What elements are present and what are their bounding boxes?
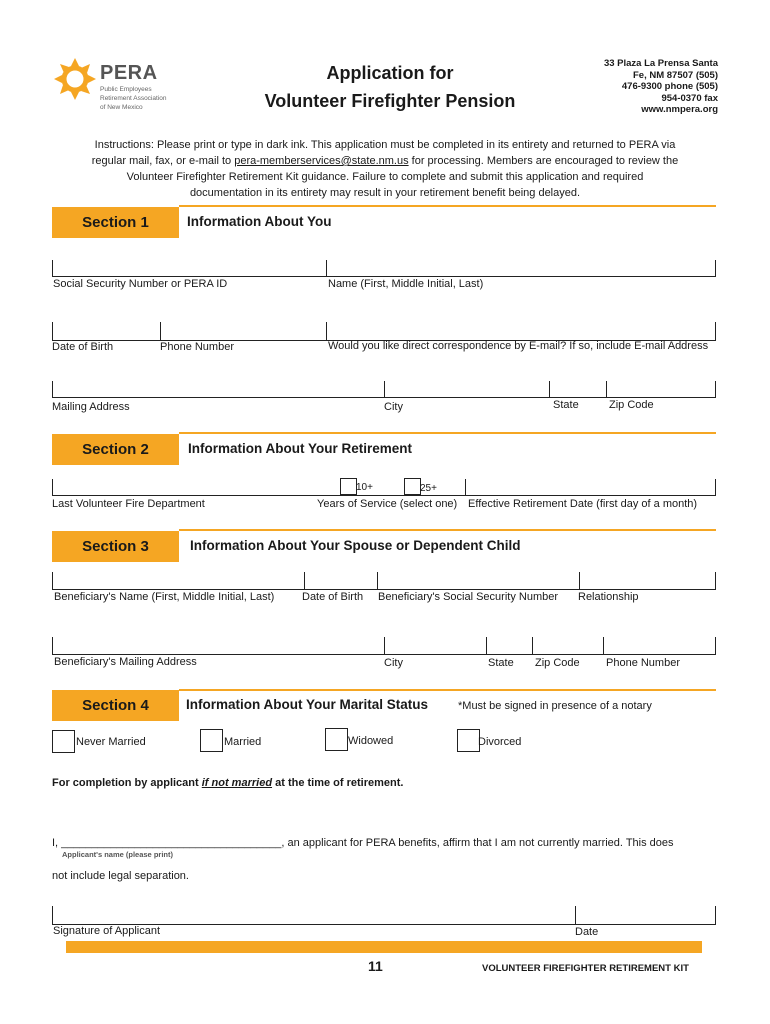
never-married-checkbox[interactable] [52,730,75,753]
field-tick [52,906,53,924]
years-25-checkbox[interactable] [404,478,421,495]
divorced-label: Divorced [478,736,522,748]
married-label: Married [224,736,262,748]
affirmation-text: I, ____________________________________, an applicant for PERA benefits, affirm that I am not currently married. This does [52,837,674,849]
instructions-text: regular mail, fax, or e-mail to [91,155,235,167]
signature-date-label: Date [575,926,599,938]
field-line [52,276,716,277]
field-tick [715,322,716,340]
section2-title: Information About Your Retirement [188,441,413,456]
field-tick [715,260,716,276]
section1-rule [179,205,716,207]
field-tick [606,381,607,397]
beneficiary-ssn-label: Beneficiary's Social Security Number [378,591,559,603]
beneficiary-zip-label: Zip Code [535,657,580,669]
field-tick [52,322,53,340]
instructions-line3: Volunteer Firefighter Retirement Kit guidance. Failure to complete and submit this application and required [126,171,644,183]
notary-note: *Must be signed in presence of a notary [458,700,652,712]
ssn-label: Social Security Number or PERA ID [53,278,228,290]
address-line: Fe, NM 87507 (505) [632,69,718,81]
address-line: 33 Plaza La Prensa Santa [603,58,718,69]
completion-emphasis: if not married [201,777,273,789]
address-line: www.nmpera.org [641,104,718,115]
instructions-line1: Instructions: Please print or type in dark ink. This application must be completed in its entirety and returned to PERA via [94,139,676,151]
state-label: State [553,399,579,411]
field-tick [575,906,576,924]
years-10-label: 10+ [356,482,373,493]
footer-kit-title: VOLUNTEER FIREFIGHTER RETIREMENT KIT [482,963,689,974]
instructions-line2 [40,153,730,169]
divorced-checkbox[interactable] [457,729,480,752]
field-tick [715,906,716,924]
field-tick [486,637,487,654]
beneficiary-state-label: State [488,657,514,669]
beneficiary-phone-label: Phone Number [606,657,680,669]
instructions-line4: documentation in its entirety may result in your retirement benefit being delayed. [189,187,581,199]
mailing-label: Mailing Address [52,401,130,413]
logo-subtitle-3: of New Mexico [100,104,143,111]
field-tick [326,260,327,276]
field-tick [715,381,716,397]
field-line [52,589,716,590]
instructions-text: for processing. Members are encouraged to review the [408,155,679,167]
effective-date-label: Effective Retirement Date (first day of a month) [468,498,698,510]
logo-subtitle-2: Retirement Association [100,95,167,102]
field-tick [603,637,604,654]
instructions [40,137,730,201]
section4-tab: Section 4 [52,690,179,721]
field-line [52,654,716,655]
phone-label: Phone Number [160,341,234,353]
email-label: Would you like direct correspondence by E-mail? If so, include E-mail Address [328,340,709,352]
pera-logo [52,52,182,122]
pera-sun-icon [52,56,98,102]
footer-bar [66,941,702,953]
field-tick [326,322,327,340]
logo-subtitle-1: Public Employees [100,86,152,93]
completion-text: For completion by applicant [52,777,202,789]
field-tick [52,260,53,276]
years-label: Years of Service (select one) [317,498,458,510]
beneficiary-mailing-label: Beneficiary's Mailing Address [54,656,197,668]
signature-label: Signature of Applicant [53,925,161,937]
field-tick [465,479,466,495]
section1-title: Information About You [187,214,332,229]
years-10-checkbox[interactable] [340,478,357,495]
field-tick [377,572,378,589]
page-number: 11 [368,958,383,974]
name-label: Name (First, Middle Initial, Last) [328,278,484,290]
beneficiary-city-label: City [384,657,403,669]
dob-label: Date of Birth [52,341,114,353]
section4-rule [179,689,716,691]
field-tick [52,572,53,589]
completion-text: at the time of retirement. [272,777,404,789]
widowed-checkbox[interactable] [325,728,348,751]
never-married-label: Never Married [76,736,146,748]
section3-rule [179,529,716,531]
field-tick [384,381,385,397]
widowed-label: Widowed [348,735,394,747]
field-tick [160,322,161,340]
field-line [52,495,716,496]
field-tick [532,637,533,654]
field-tick [52,479,53,495]
section1-tab: Section 1 [52,207,179,238]
address-line: 476-9300 phone (505) [621,81,718,92]
beneficiary-dob-label: Date of Birth [302,591,364,603]
married-checkbox[interactable] [200,729,223,752]
form-title-line2: Volunteer Firefighter Pension [264,91,516,111]
section4-title: Information About Your Marital Status [186,697,429,712]
field-tick [384,637,385,654]
completion-note [52,777,403,789]
section3-tab: Section 3 [52,531,179,562]
field-tick [549,381,550,397]
field-tick [304,572,305,589]
field-tick [579,572,580,589]
field-tick [715,479,716,495]
address-line: 954-0370 fax [661,92,718,104]
relationship-label: Relationship [578,591,639,603]
section2-tab: Section 2 [52,434,179,465]
field-tick [52,381,53,397]
pera-address [560,58,718,116]
logo-text: PERA [100,62,158,84]
dept-label: Last Volunteer Fire Department [52,498,205,510]
field-line [52,397,716,398]
affirmation-text-2: not include legal separation. [52,870,189,882]
zip-label: Zip Code [609,399,654,411]
field-tick [715,637,716,654]
field-tick [715,572,716,589]
beneficiary-name-label: Beneficiary's Name (First, Middle Initial, Last) [54,591,275,603]
email-link[interactable]: pera-memberservices@state.nm.us [234,155,409,167]
form-title-line1: Application for [326,63,454,83]
city-label: City [384,401,403,413]
field-tick [52,637,53,654]
years-25-label: 25+ [420,483,437,494]
section2-rule [179,432,716,434]
section3-title: Information About Your Spouse or Dependent Child [190,538,521,553]
applicant-name-caption: Applicant's name (please print) [62,850,173,859]
